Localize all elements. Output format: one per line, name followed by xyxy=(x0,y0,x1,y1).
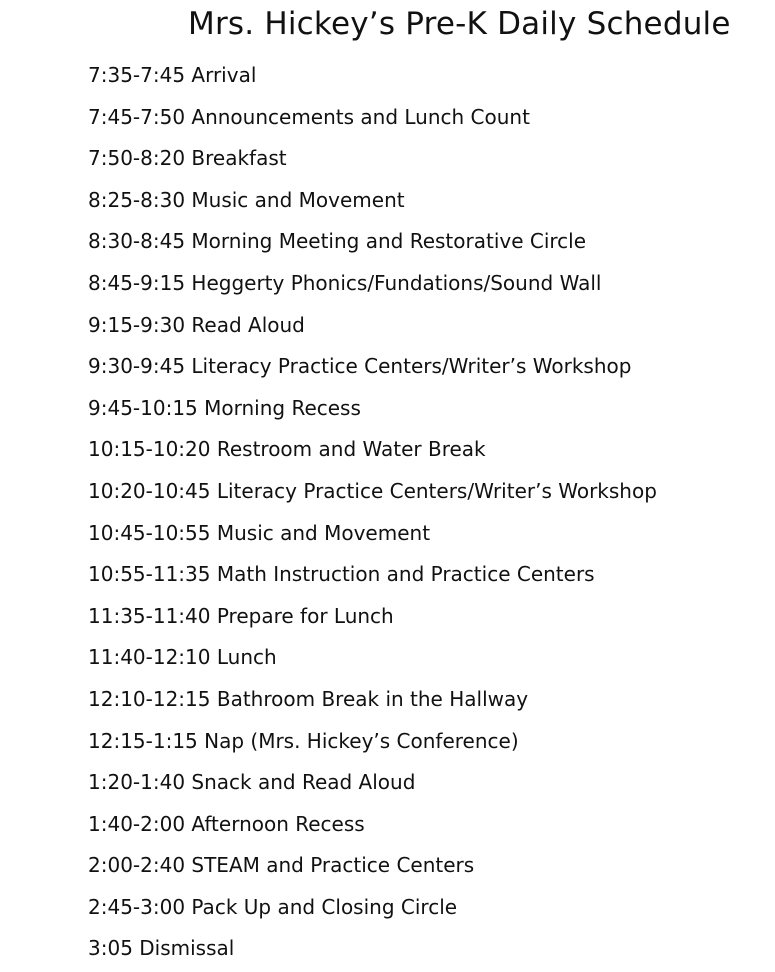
schedule-list xyxy=(88,57,657,972)
schedule-item: 8:25-8:30 Music and Movement xyxy=(88,187,405,212)
schedule-item: 8:45-9:15 Heggerty Phonics/Fundations/Sound Wall xyxy=(88,270,602,295)
schedule-item: 9:15-9:30 Read Aloud xyxy=(88,312,305,337)
schedule-item: 7:35-7:45 Arrival xyxy=(88,63,257,87)
schedule-item: 1:40-2:00 Afternoon Recess xyxy=(88,811,365,836)
schedule-item: 10:55-11:35 Math Instruction and Practice Centers xyxy=(88,562,595,587)
schedule-item: 9:30-9:45 Literacy Practice Centers/Writer’s Workshop xyxy=(88,354,632,379)
schedule-item: 8:30-8:45 Morning Meeting and Restorative Circle xyxy=(88,229,587,254)
schedule-item: 10:20-10:45 Literacy Practice Centers/Writer’s Workshop xyxy=(88,478,657,503)
schedule-item: 12:15-1:15 Nap (Mrs. Hickey’s Conference) xyxy=(88,728,519,753)
schedule-item: 1:20-1:40 Snack and Read Aloud xyxy=(88,770,416,795)
schedule-item: 9:45-10:15 Morning Recess xyxy=(88,395,361,420)
schedule-item: 2:45-3:00 Pack Up and Closing Circle xyxy=(88,894,458,919)
schedule-item: 7:50-8:20 Breakfast xyxy=(88,146,287,171)
schedule-item: 10:45-10:55 Music and Movement xyxy=(88,520,431,545)
schedule-item: 10:15-10:20 Restroom and Water Break xyxy=(88,437,486,462)
schedule-item: 11:35-11:40 Prepare for Lunch xyxy=(88,603,394,628)
schedule-item: 2:00-2:40 STEAM and Practice Centers xyxy=(88,853,475,878)
schedule-item: 12:10-12:15 Bathroom Break in the Hallway xyxy=(88,686,529,711)
page-title: Mrs. Hickey’s Pre-K Daily Schedule xyxy=(188,6,731,42)
schedule-item: 11:40-12:10 Lunch xyxy=(88,645,277,670)
schedule-item: 3:05 Dismissal xyxy=(88,936,235,961)
schedule-item: 7:45-7:50 Announcements and Lunch Count xyxy=(88,104,530,129)
